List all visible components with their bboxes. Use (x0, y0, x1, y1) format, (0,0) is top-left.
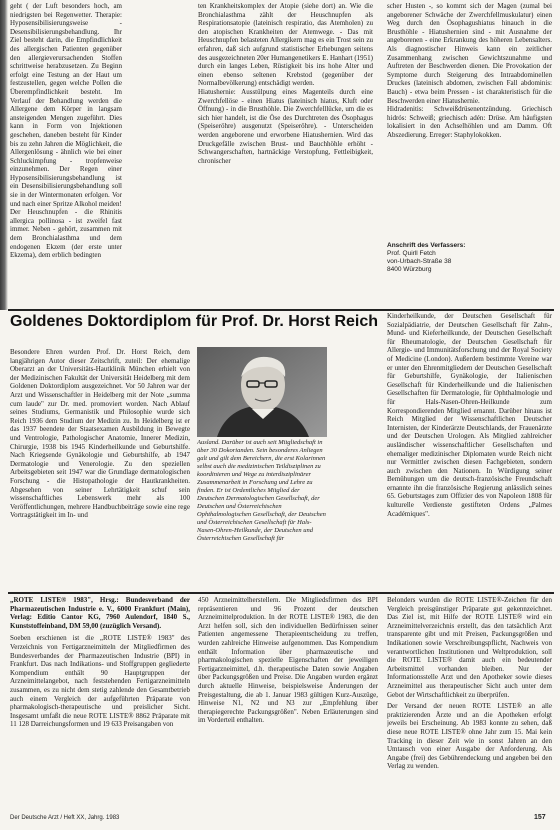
paragraph: ten Krankheitskomplex der Atopie (siehe dort) an. Wie die Bronchialasthma zählt der Heuschnupfen als Respirationsatopie (lateinisch respiratio, das Atemholen) zu den atopischen Krankheiten der Atemwege. - Das mit Heuschnupfen belasteten Allergikern mag es ein Trost sein zu erfahren, daß sich aufgrund statistischer Erhebungen seitens des ausgezeichneten 20er Humangenetikers E. Hanhart (1951) durch ein langes Leben, Rüstigkeit bis ins hohe Alter und einen ebenso seltenen Krebstod (gegenüber der Normalbevölkerung) entschädigt werden. (198, 2, 373, 88)
paragraph: Besondere Ehren wurden Prof. Dr. Horst Reich, dem langjährigen Autor dieser Zeitschrift, zuteil: Der ehemalige Oberarzt an der Universitäts-Hautklinik München erhielt von der Medizinischen Fakultät der Universität Heidelberg mit dem Goldenen Doktordiplom ausgezeichnet. Vor 50 Jahren war der Arzt und Wissenschaftler in Heidelberg mit der Note „summa cum laude" zur Dr. med. promoviert worden. Nach Ablauf seines Studiums, Germanistik und Philosophie wurde sich Reich 1936 dem Studium der Medizin zu. In Heidelberg ist er das 1937 beendete der Staatsexamen Ausbildung in Bewegte und Ventrologie, Pathologischer Anatomie, Innerer Medizin, Chirurgie, 1938 bis 1945 Kinderheilkunde und Geburtshilfe. Nach Kriegsende Gynäkologie und Geburtshilfe, ab 1947 Dermatologie und Venerologie. Zu den speziellen Arbeitsgebieten seit 1947 war die Grundlage dermatologischen Forschung - die Histopathologie der Hautkrankheiten. Abgesehen von seiner Lehrtätigkeit schuf sein wissenschaftliches Lebenswerk mehr als 100 Veröffentlichungen, mehrere Handbuchbeiträge sowie eine rege Vortragstätigkeit im In- und (10, 348, 190, 520)
paragraph: geht ( der Luft besonders hoch, am niedrigsten bei Regenwetter. Therapie: Hyposensibilisierungsweise - Desensibilisierungsbehandlung. Ihr Ziel besteht darin, die Empfindlichkeit des allergischen Patienten gegenüber den allergieverursachenden Stoffen schrittweise herabzusetzen. Zu Beginn erfolgt eine Testung an der Haut um festzustellen, gegen welche Pollen die Überempfindlichkeit besteht. Im Verlauf der Behandlung werden die Allergene dem Körper in langsam ansteigenden Mengen zugeführt. Dies kann in Form von Injektionen geschehen, daneben besteht für Kinder bis zu zehn Jahren die Möglichkeit, die Allergenlösung - ähnlich wie bei einer Schluckimpfung - tropfenweise einzunehmen. Der Regen einer Hyposensibilisierungsbehandlung ist ein Desensibilisierungsbehandlung soll sie in der Wintermonaten erfolgen. Vor und nach einer Spritze Alkohol meiden! (10, 2, 122, 208)
page-edge-shadow (0, 0, 8, 310)
section-divider (8, 592, 554, 594)
address-line: Prof. Quirll Fetch (387, 250, 436, 257)
paragraph: Belonders wurden die ROTE LISTE®-Zeichen für den Vergleich preisgünstiger Präparate gut gekennzeichnet. Das Ziel ist, mit Hilfe der ROTE LISTE® wird ein Arzneimittelverzeichnis erstellt, das den tatsächlich Arzt transparente gibt und mit Preisen, Packungsgrößen und Indikationen sowie Verschreibungspflicht, Nachweis von verantwortlichen Institutionen und Weltproduktion, soll die ROTE LISTE® damit auch ein bedeutender Arbeitsmittel vorhanden bleiben. Nur der Informationsstelle Arzt und den Apotheker sowie dieses Arzneimittel aus therapeutischer Sicht auch unter dem Gebot der Wirtschaftlichkeit zu überprüfen. (387, 596, 552, 699)
paragraph: Kinderheilkunde, der Deutschen Gesellschaft für Sozialpädiatrie, der Deutschen Gesellschaft für Zahn-, Mund- und Kieferheilkunde, der Deutschen Gesellschaft für Rheumatologie, der Deutschen Gesellschaft für Allergie- und Immunitätsforschung und der Royal Society of Medicine (London). Außerdem bestimmte Vereine war er unter den Ehrenmitgliedern der Deutschen Gesellschaft für Geburtshilfe, Gynäkologie, der Italienischen Gesellschaft für Kinderheilkunde und die Italienischen Gesellschaften für Dermatologie, für Ophthalmologie und für Hals-Nasen-Ohren-Heilkunde zum Korrespondierenden Mitglied ernannt. Darüber hinaus ist Reich Mitglied der Wissenschaftlichen Deutscher Internisten, der Kinderärzte Deutschlands, der Frauenärzte und der Deutschen Urologen. Als Mitglied zahlreicher ausländischer wissenschaftlicher Gesellschaften und ehemaliger medizinischer Diplomaten wurde Reich nicht nur Vermittler zwischen diesen Fachgebieten, sondern auch zwischen den Nationen. In Würdigung seiner Bemühungen um die deutsch-französische Freundschaft ernannte ihn die französische Regierung anlässlich seines 65. Geburtstages zum Offizier des von Napoleon 1808 für kulturelle Verdienste gestifteten Ordens „Palmes Académiques". (387, 312, 552, 518)
paragraph: Hidradenitis: Schweißdrüsenentzündung. Griechisch hidrós: Schweiß; griechisch adén: Drüse. Am häufigsten lokalisiert in den Achselhöhlen und am Damm. Oft Abszedierung. Erreger: Staphylokokken. (387, 105, 552, 139)
mid-column-3 (387, 312, 552, 588)
bottom-column-2 (198, 596, 378, 811)
address-label: Anschrift des Verfassers: (387, 242, 466, 249)
paragraph: scher Husten -, so kommt sich der Magen (zumal bei angeborener Schwäche der Zwerchfellmuskulatur) einen Weg durch den Ösophagushiatus hinauch in die Brusthöhle - Hiatushernien sind - mit Ausnahme der angeborenen - eine Erkrankung des höheren Lebensalters. Als diagnostischer Hinweis kann ein zeitlicher Zusammenhang zwischen Gewichtszunahme und Auftreten der Beschwerden dienen. Die Provokation der Symptome durch Steigerung des Intraabdominellen Druckes (lateinisch abdomen, zwischen Fall abdominis: Bauch) - etwa beim Pressen - ist charakteristisch für die Beschwerden einer Hiatushernie. (387, 2, 552, 105)
paragraph: Soeben erschienen ist die „ROTE LISTE® 1983" des Verzeichnis von Fertigarzneimitteln der Mitgliedfirmen des Bundesverbandes der Pharmazeutischen Industrie (BPI) in Frankfurt. Das nach Indikations- und Stoffgruppen gegliederte Kompendium enthält 90 Hauptgruppen der Arzneimittelangebot, nach feststehenden Fertigarzneimitteln zusammen, es zu nicht dem stetig zahlende den Gesamtbetrieb auch einem Vergleich der aufgeführten Präparate von pharmakologisch-therapeutische und preislicher Sicht. Insgesamt umfaßt die neue ROTE LISTE® 8862 Präparate mit 11 128 Darreichungsformen und 19 633 Preisangaben von (10, 634, 190, 729)
photo-caption: Ausland. Darüber ist auch seit Mitgliedschaft in über 30 Dokorianden. Sein besonderes Anliegen galt und gilt dem Bereichern, die erst Kolarinnen selbst auch die medizinischen Teildisziplinen zu koordinieren und Wege zu interdisziplinärer Zusammenarbeit in Forschung und Lehre zu finden. Er ist Ordentliches Mitglied der Deutschen Dermatologischen Gesellschaft, der Deutschen und Österreichischen Ophthalmologischen Gesellschaft, der Deutschen und Österreichischen Gesellschaft für Hals-Nasen-Ohren-Heilkunde, der Deutschen und Österreichischen Gesellschaft für (197, 439, 326, 542)
author-address (387, 242, 552, 274)
top-column-1 (10, 2, 122, 308)
article-headline: Goldenes Doktordiplom für Prof. Dr. Horst Reich (10, 313, 379, 330)
paragraph: Der Heuschnupfen - die Rhinitis allergica pollinosa - ist zweifel fast immer. Neben - gehört, zusammen mit dem Bronchialasthma und dem endogenen Ekzem (der erste unter Ekzema), dem erblich bedingten (10, 208, 122, 260)
bottom-column-1 (10, 596, 190, 811)
paragraph: 450 Arzneimittelherstellern. Die Mitgliedsfirmen des BPI repräsentieren und 96 Prozent der deutschen Arzneimittelproduktion. In der ROTE LISTE® 1983, die den Arzt helfen soll, sich den individuellen Bedürfnissen seiner Patienten angemessene Therapieentscheidung zu treffen, wurden zahlreiche Hinweise aufgenommen. Das Kompendium enthält Information über pharmazeutische und pharmakologischen spezielle Eigenschaften der jeweiligen Fertigarzneimittel, d.h. therapeutische Daten sowie Angaben über Packungsgrößen und Preise. Die Angaben wurden ergänzt durch aktuelle Hinweise, beispielsweise Änderungen der Preisgestaltung, die ab 1. Januar 1983 gültigen Kurz-Auszüge, Hinweise N1, N2 und N3 zur „Empfehlung über therapiegerechte Packungsgrößen". Neben Erläuterungen sind im Vorderteil enthalten. (198, 596, 378, 725)
bottom-column-3 (387, 596, 552, 811)
paragraph: Hiatushernie: Ausstülpung eines Magenteils durch eine Zwerchfellöse - einen Hiatus (lateinisch hiatus, Kluft oder Öffnung) - in die Brusthöhle. Die Zwerchfelllücke, um die es sich hier handelt, ist die Öse des Durchtreten des Ösophagus (Speiseröhre) ausgenutzt (Speiseröhre). - Unterscheiden werden angeborene und erworbene Hiatushernien. Wird das Druckgefälle zwischen Brust- und Bauchhöhle erhöht - Schwangerschaften, hartnäckige Verstopfung, Fettleibigkeit, chronischer (198, 87, 373, 165)
portrait-photo (197, 347, 327, 437)
address-line: 8400 Würzburg (387, 266, 432, 273)
mid-column-1 (10, 348, 190, 588)
address-line: von-Urbach-Straße 38 (387, 258, 452, 265)
page-number: 157 (534, 814, 546, 821)
portrait-image (197, 347, 327, 437)
running-footer: Der Deutsche Arzt / Heft XX, Jahrg. 1983 (10, 815, 120, 821)
top-column-2 (198, 2, 373, 308)
top-column-3 (387, 2, 552, 238)
book-reference: „ROTE LISTE® 1983", Hrsg.: Bundesverband der Pharmazeutischen Industrie e. V., 6000 Frankfurt (Main), Verlag: Editio Cantor KG, 7960 Aulendorf, 1840 S., Kunststoffeinband, DM 59,00 (zuzüglich Versand). (10, 596, 190, 630)
section-divider (8, 309, 554, 311)
paragraph: Der Versand der neuen ROTE LISTE® an alle praktizierenden Ärzte und an die Apotheken erfolgt jeweils bei Erscheinung. Ab 1983 konnte zu sehen, daß diese neue ROTE LISTE® ohne Jahr zum 15. Mai kein Tracking in dieser Zeit wie in sonst Jahren an den Umtausch von einer Ausgabe der Anforderung. Als Angabe (frei) des Gebührendeckung und angeben bei den Verlag zu wenden. (387, 702, 552, 771)
